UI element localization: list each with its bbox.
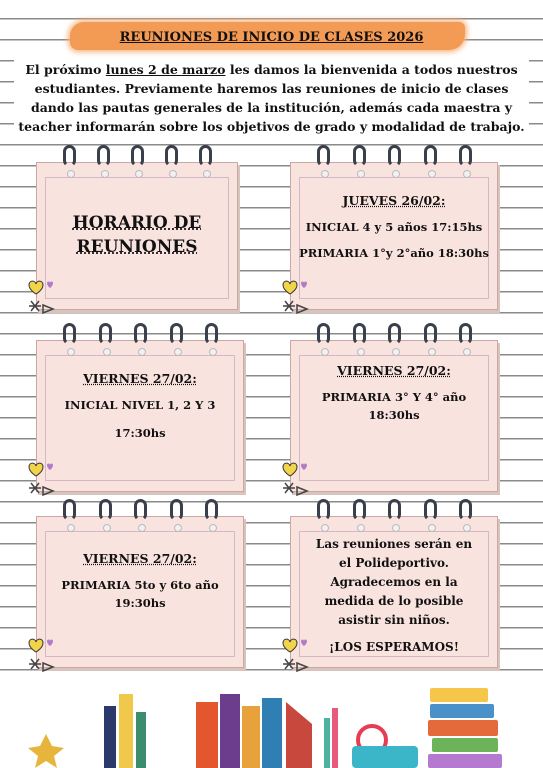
viernes3-title: VIERNES 27/02: [83,551,197,566]
note-viernes-1 [36,340,244,492]
note-closing [290,516,498,668]
intro-paragraph [14,60,529,138]
ring-icon [315,499,333,533]
ring-icon [315,145,333,179]
spiral-rings [61,499,221,533]
closing-message: Las reuniones serán en el Polideportivo. Agradecemos en la medida de lo posible asistir sin niños. [315,537,473,627]
heart-doodle-icon [277,461,315,501]
ring-icon [457,323,475,357]
jueves-line1: INICIAL 4 y 5 años 17:15hs [305,220,483,234]
ring-icon [386,323,404,357]
intro-date: lunes 2 de marzo [105,62,226,77]
ring-icon [386,499,404,533]
heart-doodle-icon [277,279,315,319]
ring-icon [61,323,79,357]
viernes3-line2: 19:30hs [114,596,166,610]
ring-icon [132,499,150,533]
ring-icon [61,145,79,179]
spiral-rings [61,323,221,357]
ring-icon [351,145,369,179]
heart-doodle-icon [277,637,315,677]
books-illustration [0,688,543,768]
jueves-line2: PRIMARIA 1°y 2°año 18:30hs [299,246,489,260]
ring-icon [97,499,115,533]
ring-icon [351,323,369,357]
schedule-title: HORARIO DE REUNIONES [72,213,202,257]
ring-icon [386,145,404,179]
spiral-rings [61,145,215,179]
note-content [305,363,483,424]
ring-icon [168,323,186,357]
intro-after: les damos la bienvenida a todos nuestros estudiantes. Previamente haremos las reuniones de inicio de clases dando las pautas generales de la institución, además cada maestra y teacher informarán sobre los objetivos de grado y modalidad de trabajo. [18,62,525,134]
viernes2-line2: 18:30hs [368,408,420,422]
closing-signoff: ¡LOS ESPERAMOS! [329,640,459,654]
spiral-rings [315,499,475,533]
note-viernes-2 [290,340,498,492]
ring-icon [203,499,221,533]
note-viernes-3 [36,516,244,668]
ring-icon [61,499,79,533]
ring-icon [457,499,475,533]
note-content [293,193,495,262]
ring-icon [132,323,150,357]
note-content [51,371,229,442]
ring-icon [315,323,333,357]
spiral-rings [315,145,475,179]
ring-icon [422,323,440,357]
ring-icon [422,145,440,179]
ring-icon [168,499,186,533]
note-schedule-title [36,162,238,310]
ring-icon [203,323,221,357]
ring-icon [422,499,440,533]
intro-before: El próximo [25,62,106,77]
note-content [51,211,223,259]
ring-icon [97,323,115,357]
viernes3-line1: PRIMARIA 5to y 6to año [61,578,219,592]
viernes1-line2: 17:30hs [114,426,166,440]
ring-icon [163,145,181,179]
note-jueves [290,162,498,310]
ring-icon [197,145,215,179]
ring-icon [95,145,113,179]
spiral-rings [315,323,475,357]
viernes2-line1: PRIMARIA 3° Y 4° año [321,390,467,404]
heart-doodle-icon [23,461,61,501]
note-content [309,535,479,656]
ring-icon [457,145,475,179]
viernes2-title: VIERNES 27/02: [337,363,451,378]
page-title: REUNIONES DE INICIO DE CLASES 2026 [119,30,424,45]
jueves-title: JUEVES 26/02: [342,193,446,208]
viernes1-title: VIERNES 27/02: [83,371,197,386]
note-content [51,551,229,612]
ring-icon [129,145,147,179]
viernes1-line1: INICIAL NIVEL 1, 2 Y 3 [64,398,216,412]
ring-icon [351,499,369,533]
heart-doodle-icon [23,637,61,677]
heart-doodle-icon [23,279,61,319]
